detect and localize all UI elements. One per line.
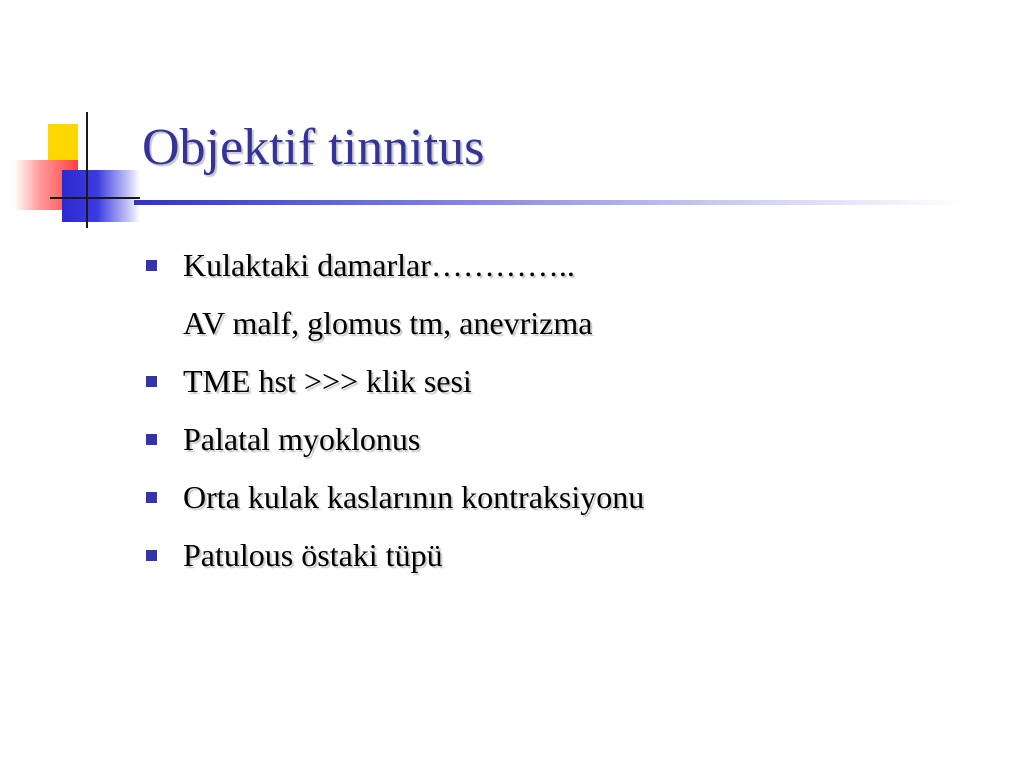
square-bullet-icon (146, 376, 157, 387)
vertical-accent-line (86, 112, 88, 228)
square-bullet-icon (146, 260, 157, 271)
bullet-indent-spacer (146, 318, 157, 329)
square-bullet-icon (146, 550, 157, 561)
bullet-item (144, 410, 644, 468)
bullet-text: Palatal myoklonus (183, 420, 421, 457)
bullet-text: Orta kulak kaslarının kontraksiyonu (183, 478, 645, 515)
bullet-text: Kulaktaki damarlar………….. (183, 246, 575, 283)
title-underline (134, 200, 964, 205)
bullet-item (144, 526, 644, 584)
slide-title: Objektif tinnitus (142, 119, 485, 176)
bullet-item (144, 468, 644, 526)
bullet-item (144, 236, 644, 294)
bullet-continuation (144, 294, 644, 352)
bullet-item (144, 352, 644, 410)
bullet-text: AV malf, glomus tm, anevrizma (183, 304, 593, 341)
bullet-text: Patulous östaki tüpü (183, 536, 443, 573)
blue-accent-square (62, 170, 140, 222)
square-bullet-icon (146, 434, 157, 445)
bullet-list (144, 236, 644, 584)
bullet-text: TME hst >>> klik sesi (183, 362, 472, 399)
square-bullet-icon (146, 492, 157, 503)
horizontal-accent-line (50, 197, 140, 199)
